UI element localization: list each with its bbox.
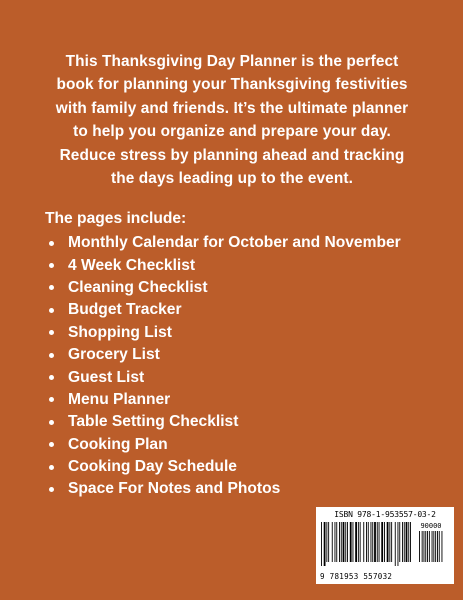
ean13-barcode-icon	[320, 522, 414, 566]
list-item	[49, 254, 401, 276]
list-item-label: Space For Notes and Photos	[68, 480, 281, 498]
list-item-label: Budget Tracker	[68, 301, 182, 319]
description-line: This Thanksgiving Day Planner is the perfect	[65, 53, 399, 70]
list-item	[49, 411, 401, 433]
list-item	[49, 232, 401, 254]
isbn-barcode	[316, 507, 454, 584]
bullet-icon	[49, 442, 54, 447]
list-item-label: Shopping List	[68, 323, 172, 341]
bullet-icon	[49, 397, 54, 402]
list-item	[49, 277, 401, 299]
list-item	[49, 299, 401, 321]
list-item	[49, 478, 401, 500]
list-item-label: Monthly Calendar for October and November	[68, 234, 401, 252]
bullet-icon	[49, 420, 54, 425]
list-item-label: Table Setting Checklist	[68, 413, 239, 431]
list-item-label: Cleaning Checklist	[68, 278, 208, 296]
list-item	[49, 322, 401, 344]
ean-digits: 9 781953 557032	[320, 572, 393, 581]
bullet-icon	[49, 353, 54, 358]
description-paragraph	[22, 50, 442, 190]
list-item	[49, 456, 401, 478]
list-item-label: Cooking Day Schedule	[68, 458, 237, 476]
barcode-bars	[320, 522, 450, 571]
description-line: the days leading up to the event.	[111, 170, 353, 188]
price-code: 90000	[420, 522, 442, 530]
bullet-icon	[49, 241, 54, 246]
list-item-label: Menu Planner	[68, 390, 171, 408]
description-line: with family and friends. It’s the ultimate planner	[55, 99, 409, 117]
description-line: book for planning your Thanksgiving festivities	[56, 76, 408, 94]
description-line: to help you organize and prepare your day.	[73, 123, 391, 141]
pages-list	[49, 232, 401, 501]
bullet-icon	[49, 263, 54, 268]
list-item-label: Grocery List	[68, 346, 160, 364]
description-line: Reduce stress by planning ahead and tracking	[59, 146, 405, 164]
list-item	[49, 389, 401, 411]
list-item-label: 4 Week Checklist	[68, 256, 196, 274]
list-item	[49, 434, 401, 456]
bullet-icon	[49, 375, 54, 380]
list-item	[49, 366, 401, 388]
isbn-text: ISBN 978-1-953557-03-2	[334, 510, 436, 519]
bullet-icon	[49, 487, 54, 492]
bullet-icon	[49, 285, 54, 290]
bullet-icon	[49, 308, 54, 313]
price-addon	[418, 522, 444, 571]
list-item-label: Cooking Plan	[68, 435, 168, 453]
bullet-icon	[49, 465, 54, 470]
bullet-icon	[49, 330, 54, 335]
list-item	[49, 344, 401, 366]
list-item-label: Guest List	[68, 368, 145, 386]
pages-list-heading: The pages include:	[45, 210, 187, 227]
